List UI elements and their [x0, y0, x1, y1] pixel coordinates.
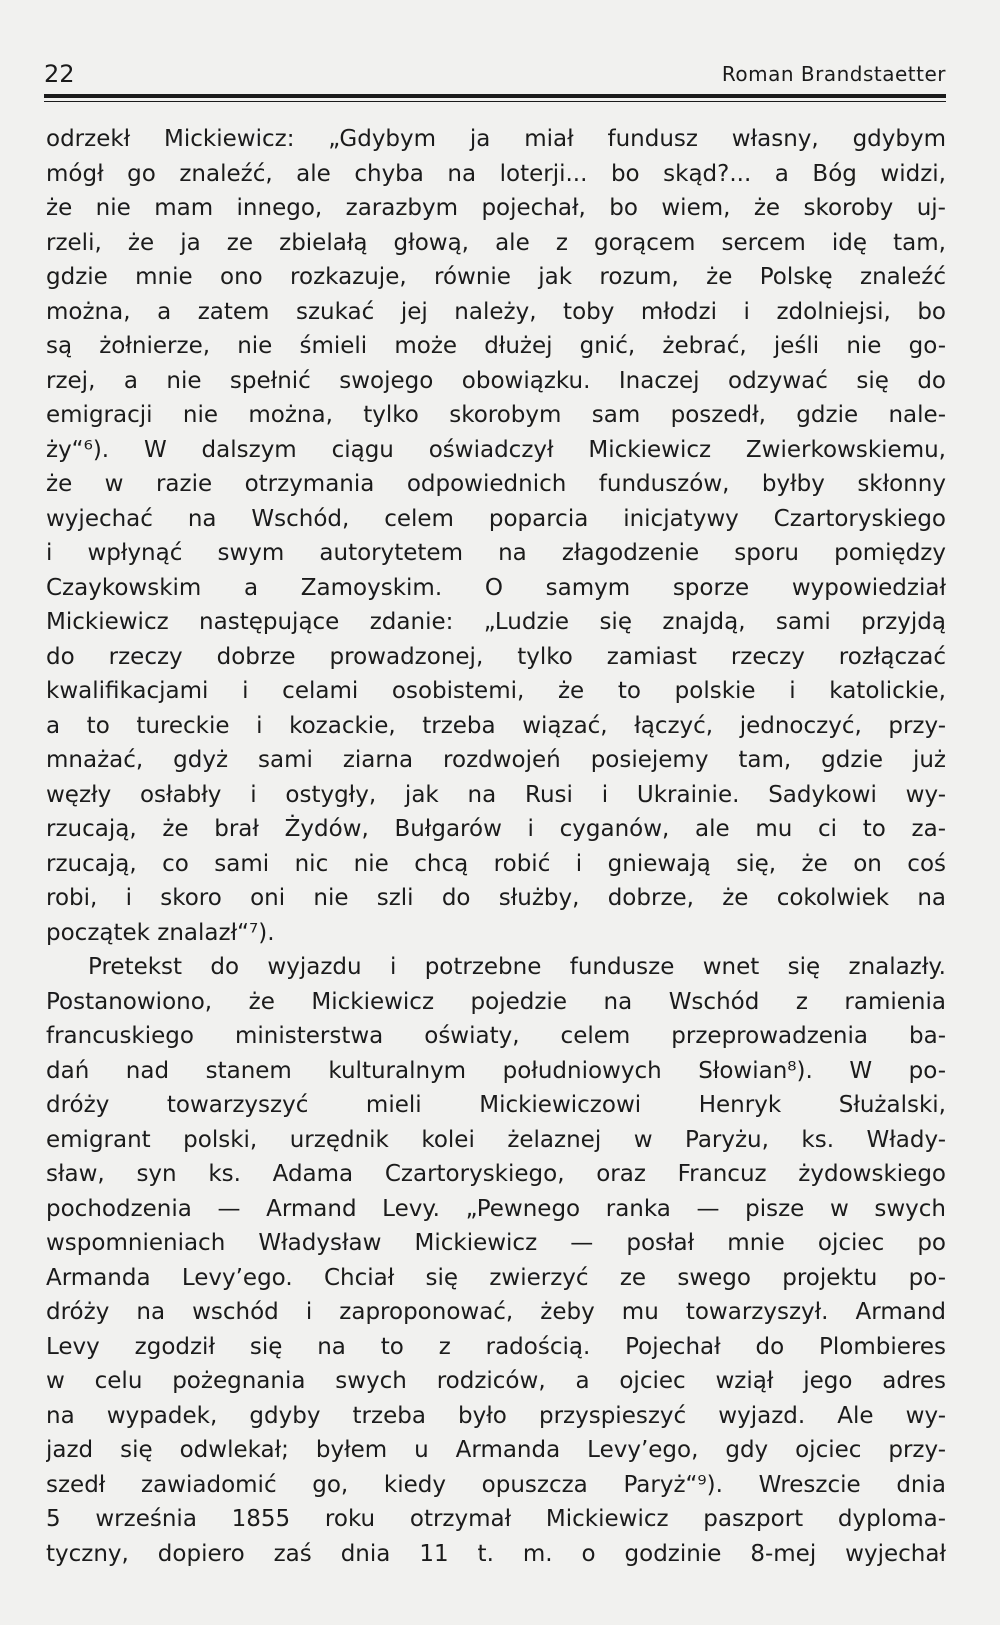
- text-line: wspomnieniach Władysław Mickiewicz — posłał mnie ojciec po: [46, 1230, 946, 1256]
- text-line: w celu pożegnania swych rodziców, a ojciec wziął jego adres: [46, 1368, 946, 1394]
- text-line: dań nad stanem kulturalnym południowych Słowian⁸). W po-: [46, 1057, 946, 1084]
- text-line: można, a zatem szukać jej należy, toby młodzi i zdolniejsi, bo: [46, 298, 946, 325]
- page-header: [44, 60, 946, 92]
- text-line: pochodzenia — Armand Levy. „Pewnego ranka — pisze w swych: [46, 1195, 946, 1222]
- text-line: że w razie otrzymania odpowiednich funduszów, byłby skłonny: [46, 471, 946, 497]
- text-line: dróży na wschód i zaproponować, żeby mu towarzyszył. Armand: [46, 1299, 946, 1325]
- text-line: tyczny, dopiero zaś dnia 11 t. m. o godzinie 8-mej wyjechał: [46, 1540, 946, 1567]
- text-line: emigracji nie można, tylko skorobym sam poszedł, gdzie nale-: [46, 402, 946, 428]
- paragraph-end-line: początek znalazł“⁷).: [46, 919, 275, 946]
- text-line: rzeli, że ja ze zbielałą głową, ale z gorącem sercem idę tam,: [46, 229, 946, 256]
- text-line: mnażać, gdyż sami ziarna rozdwojeń posiejemy tam, gdzie już: [46, 747, 946, 773]
- text-line: mógł go znaleźć, ale chyba na loterji... bo skąd?... a Bóg widzi,: [46, 160, 946, 187]
- text-line: sław, syn ks. Adama Czartoryskiego, oraz Francuz żydowskiego: [46, 1161, 946, 1187]
- text-line: są żołnierze, nie śmieli może dłużej gnić, żebrać, jeśli nie go-: [46, 333, 946, 359]
- text-line: dróży towarzyszyć mieli Mickiewiczowi Henryk Służalski,: [46, 1092, 946, 1118]
- text-line: odrzekł Mickiewicz: „Gdybym ja miał fundusz własny, gdybym: [46, 126, 946, 152]
- text-line: że nie mam innego, zarazbym pojechał, bo wiem, że skoroby uj-: [46, 195, 946, 221]
- text-line: węzły osłabły i ostygły, jak na Rusi i Ukrainie. Sadykowi wy-: [46, 781, 946, 808]
- header-rule: [44, 94, 946, 98]
- text-line: Mickiewicz następujące zdanie: „Ludzie się znajdą, sami przyjdą: [46, 609, 946, 635]
- text-line: i wpłynąć swym autorytetem na złagodzenie sporu pomiędzy: [46, 540, 946, 566]
- text-line: kwalifikacjami i celami osobistemi, że to polskie i katolickie,: [46, 678, 946, 704]
- text-line: rzej, a nie spełnić swojego obowiązku. Inaczej odzywać się do: [46, 367, 946, 394]
- text-line: szedł zawiadomić go, kiedy opuszcza Paryż“⁹). Wreszcie dnia: [46, 1471, 946, 1498]
- text-line: wyjechać na Wschód, celem poparcia inicjatywy Czartoryskiego: [46, 505, 946, 532]
- text-line: do rzeczy dobrze prowadzonej, tylko zamiast rzeczy rozłączać: [46, 643, 946, 670]
- text-line: rzucają, co sami nic nie chcą robić i gniewają się, że on coś: [46, 850, 946, 877]
- text-line: robi, i skoro oni nie szli do służby, dobrze, że cokolwiek na: [46, 885, 946, 911]
- text-line: Armanda Levy’ego. Chciał się zwierzyć ze swego projektu po-: [46, 1264, 946, 1291]
- running-head: Roman Brandstaetter: [721, 62, 946, 86]
- text-line: ży“⁶). W dalszym ciągu oświadczył Mickiewicz Zwierkowskiemu,: [46, 436, 946, 463]
- paragraph-first-line: Pretekst do wyjazdu i potrzebne fundusze wnet się znalazły.: [88, 954, 946, 980]
- text-line: emigrant polski, urzędnik kolei żelaznej w Paryżu, ks. Włady-: [46, 1126, 946, 1153]
- header-rule-thin: [44, 101, 946, 102]
- body-text: [46, 122, 946, 1571]
- text-line: na wypadek, gdyby trzeba było przyspieszyć wyjazd. Ale wy-: [46, 1402, 946, 1429]
- text-line: francuskiego ministerstwa oświaty, celem przeprowadzenia ba-: [46, 1023, 946, 1049]
- text-line: Levy zgodził się na to z radością. Pojechał do Plombieres: [46, 1333, 946, 1360]
- page-number: 22: [44, 60, 75, 88]
- text-line: a to tureckie i kozackie, trzeba wiązać, łączyć, jednoczyć, przy-: [46, 712, 946, 739]
- text-line: Czaykowskim a Zamoyskim. O samym sporze wypowiedział: [46, 574, 946, 601]
- text-line: Postanowiono, że Mickiewicz pojedzie na Wschód z ramienia: [46, 988, 946, 1015]
- text-line: 5 września 1855 roku otrzymał Mickiewicz paszport dyploma-: [46, 1506, 946, 1532]
- text-line: jazd się odwlekał; byłem u Armanda Levy’ego, gdy ojciec przy-: [46, 1437, 946, 1463]
- text-line: rzucają, że brał Żydów, Bułgarów i cyganów, ale mu ci to za-: [46, 816, 946, 842]
- text-line: gdzie mnie ono rozkazuje, równie jak rozum, że Polskę znaleźć: [46, 264, 946, 290]
